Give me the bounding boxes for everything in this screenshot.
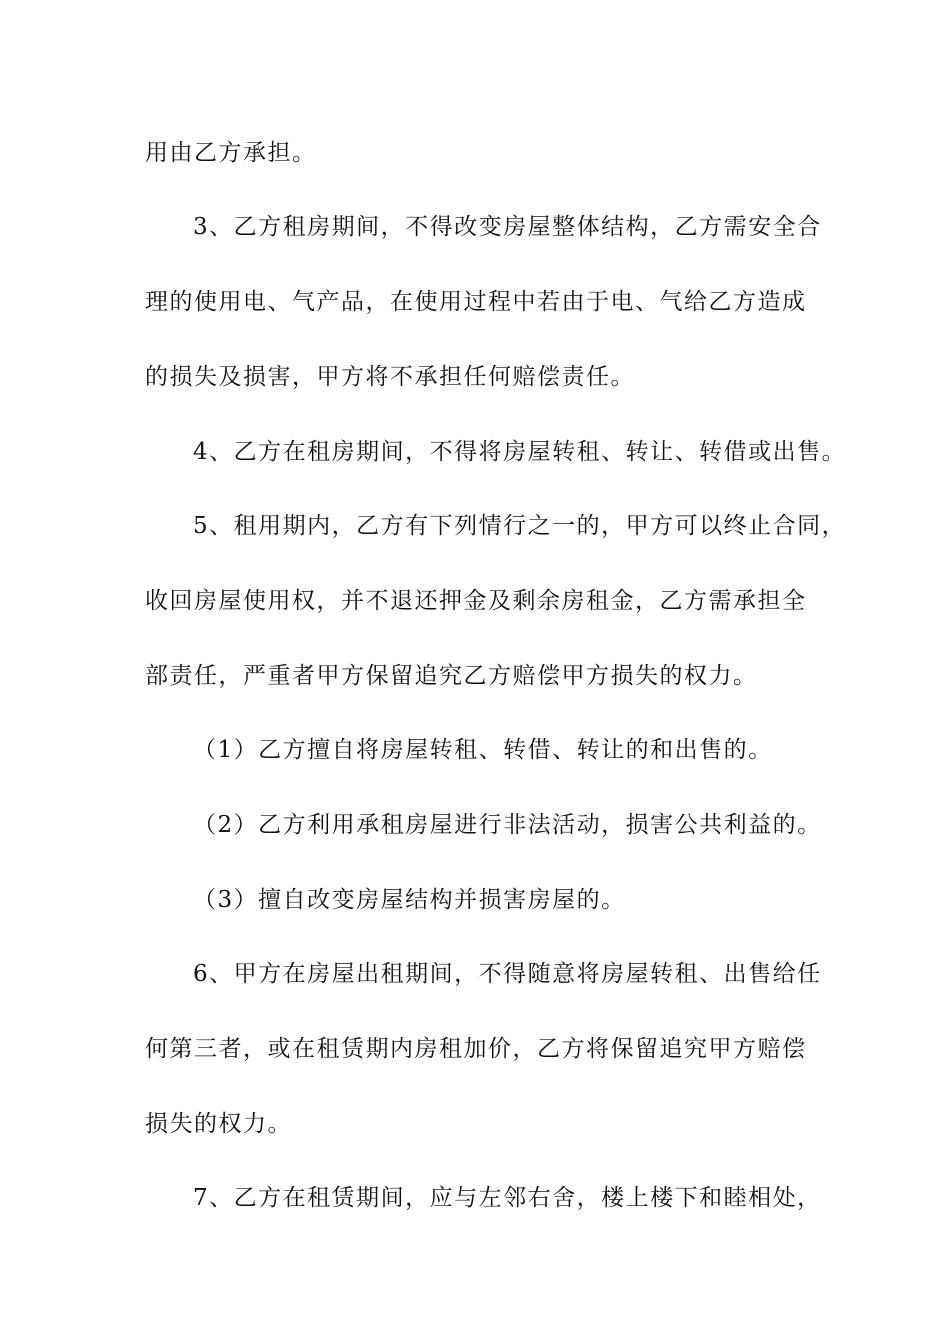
paragraph-line: 部责任，严重者甲方保留追究乙方赔偿甲方损失的权力。 bbox=[145, 663, 758, 689]
clause-6-line: 6、甲方在房屋出租期间，不得随意将房屋转租、出售给任 bbox=[193, 961, 822, 987]
paragraph-line: 损失的权力。 bbox=[145, 1111, 292, 1137]
paragraph-line: 用由乙方承担。 bbox=[145, 140, 317, 166]
paragraph-line: 何第三者，或在租赁期内房租加价，乙方将保留追究甲方赔偿 bbox=[145, 1036, 807, 1062]
clause-5-line: 5、租用期内，乙方有下列情行之一的，甲方可以终止合同， bbox=[193, 513, 847, 539]
paragraph-line: 收回房屋使用权，并不退还押金及剩余房租金，乙方需承担全 bbox=[145, 588, 807, 614]
paragraph-line: 的损失及损害，甲方将不承担任何赔偿责任。 bbox=[145, 364, 635, 390]
clause-4-line: 4、乙方在租房期间，不得将房屋转租、转让、转借或出售。 bbox=[193, 439, 847, 465]
clause-3-line: 3、乙方租房期间，不得改变房屋整体结构，乙方需安全合 bbox=[193, 214, 822, 240]
sub-item-3-line: （3）擅自改变房屋结构并损害房屋的。 bbox=[193, 887, 626, 913]
clause-7-line: 7、乙方在租赁期间，应与左邻右舍，楼上楼下和睦相处， bbox=[193, 1185, 822, 1211]
sub-item-2-line: （2）乙方利用承租房屋进行非法活动，损害公共利益的。 bbox=[193, 812, 822, 838]
sub-item-1-line: （1）乙方擅自将房屋转租、转借、转让的和出售的。 bbox=[193, 737, 773, 763]
paragraph-line: 理的使用电、气产品，在使用过程中若由于电、气给乙方造成 bbox=[145, 289, 807, 315]
